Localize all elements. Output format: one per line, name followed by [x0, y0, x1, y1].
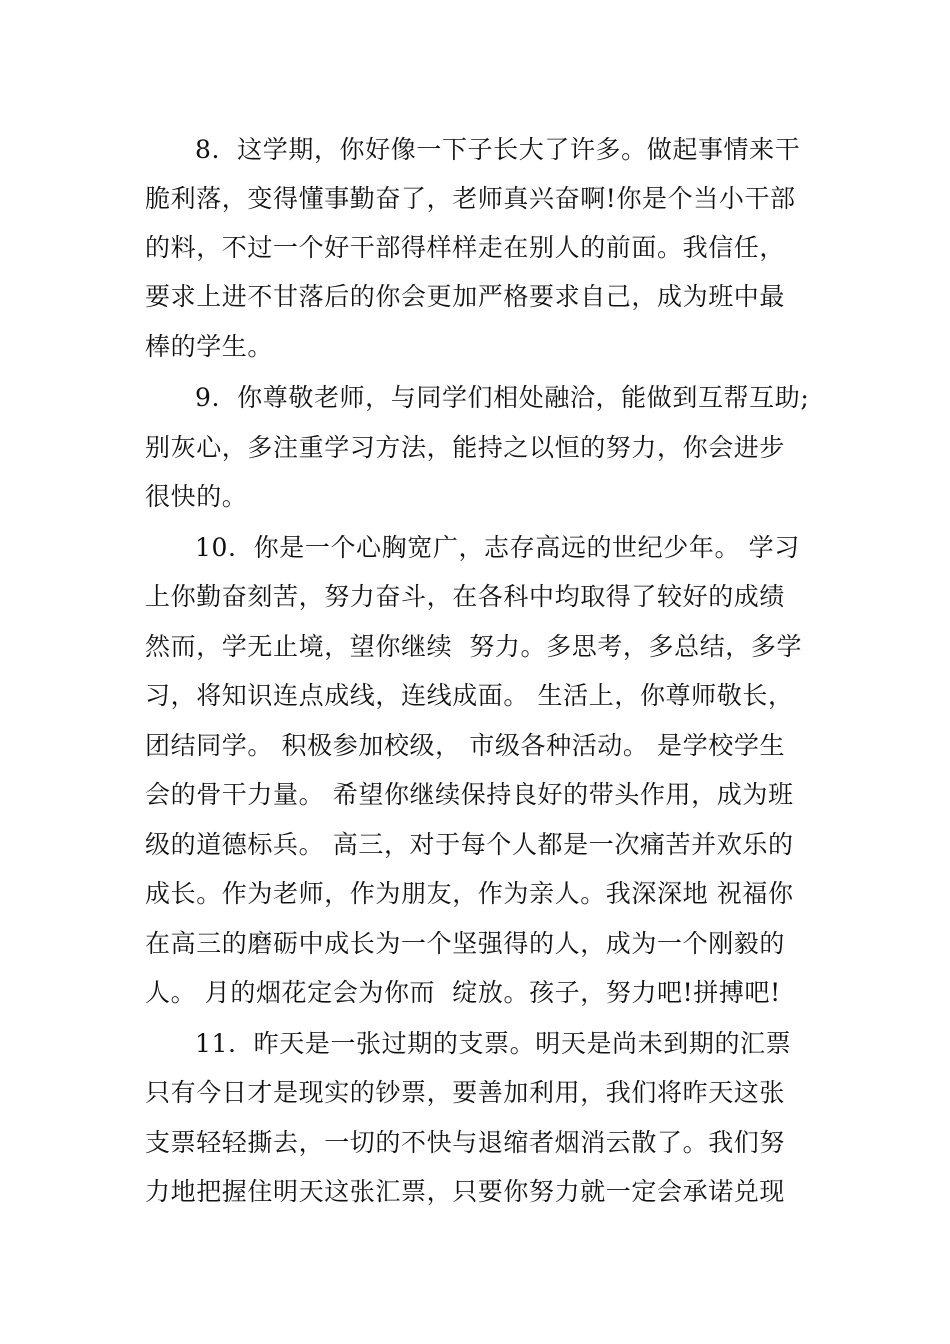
paragraph-10-line-9: 在高三的磨砺中成长为一个坚强得的人，成为一个刚毅的: [145, 929, 786, 958]
paragraph-10-line-7: 级的道德标兵。 高三，对于每个人都是一次痛苦并欢乐的: [145, 830, 794, 859]
paragraph-9-line-3: 很快的。: [145, 482, 248, 511]
paragraph-10-line-5: 团结同学。 积极参加校级， 市级各种活动。 是学校学生: [145, 731, 786, 760]
paragraph-10-line-2: 上你勤奋刻苦，努力奋斗，在各科中均取得了较好的成绩: [145, 582, 786, 611]
paragraph-8-line-3: 的料，不过一个好干部得样样走在别人的前面。我信任，: [145, 233, 786, 262]
paragraph-10-line-8: 成长。作为老师，作为朋友，作为亲人。我深深地 祝福你: [145, 879, 794, 908]
paragraph-10-line-3: 然而，学无止境，望你继续 努力。多思考，多总结，多学: [145, 632, 803, 661]
paragraph-8-line-5: 棒的学生。: [145, 332, 274, 361]
paragraph-10-line-1: 10. 你是一个心胸宽广，志存高远的世纪少年。 学习: [195, 533, 800, 562]
paragraph-11-line-1: 11. 昨天是一张过期的支票。明天是尚未到期的汇票: [195, 1029, 792, 1058]
paragraph-10-line-6: 会的骨干力量。 希望你继续保持良好的带头作用，成为班: [145, 780, 794, 809]
paragraph-11-line-3: 支票轻轻撕去，一切的不快与退缩者烟消云散了。我们努: [145, 1128, 786, 1157]
paragraph-8-line-4: 要求上进不甘落后的你会更加严格要求自己，成为班中最: [145, 282, 786, 311]
paragraph-9-line-2: 别灰心，多注重学习方法，能持之以恒的努力，你会进步: [145, 433, 786, 462]
paragraph-11-line-2: 只有今日才是现实的钞票，要善加利用，我们将昨天这张: [145, 1078, 786, 1107]
paragraph-8-line-2: 脆利落，变得懂事勤奋了，老师真兴奋啊!你是个当小干部: [145, 184, 796, 213]
paragraph-10-line-10: 人。 月的烟花定会为你而 绽放。孩子，努力吧!拼搏吧!: [145, 978, 781, 1007]
paragraph-11-line-4: 力地把握住明天这张汇票，只要你努力就一定会承诺兑现: [145, 1177, 786, 1206]
paragraph-10-line-4: 习，将知识连点成线，连线成面。 生活上，你尊师敬长，: [145, 681, 794, 710]
paragraph-8-line-1: 8. 这学期，你好像一下子长大了许多。做起事情来干: [195, 135, 801, 164]
paragraph-9-line-1: 9. 你尊敬老师，与同学们相处融洽，能做到互帮互助;: [195, 383, 810, 412]
